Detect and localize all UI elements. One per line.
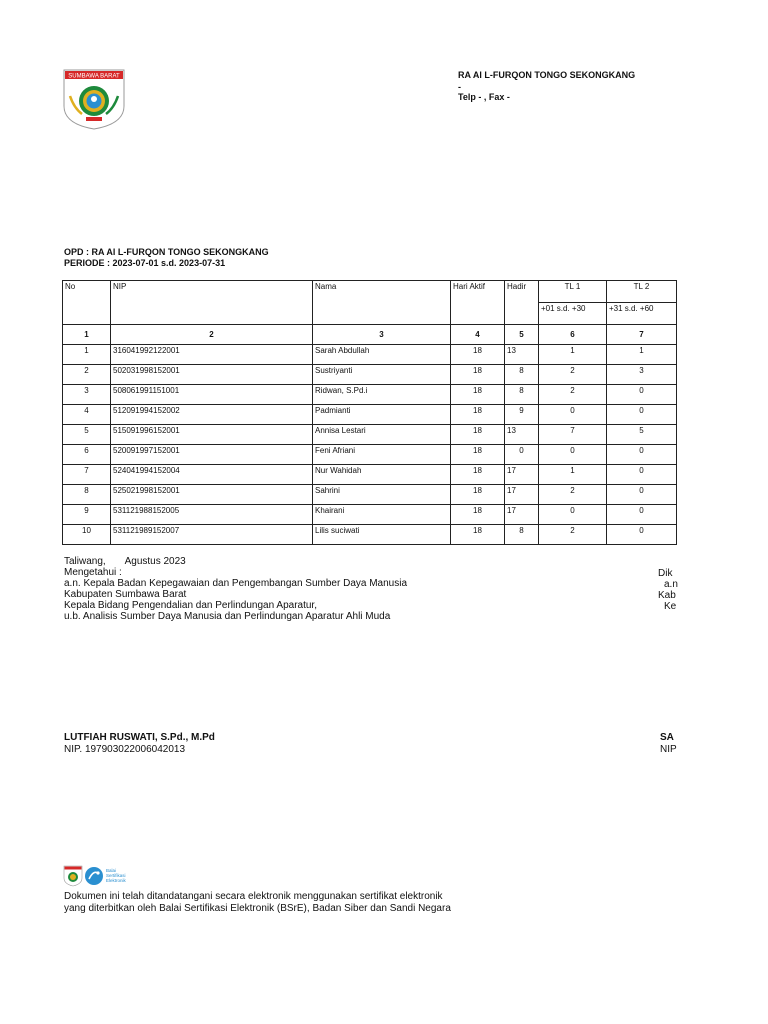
signature-block-left — [64, 556, 407, 622]
signer-nip: NIP. 197903022006042013 — [64, 744, 186, 755]
cell-tl1: 0 — [539, 445, 607, 465]
cell-tl1: 7 — [539, 425, 607, 445]
signature-line-right: Ke — [664, 601, 677, 612]
cell-nip: 512091994152002 — [111, 405, 313, 425]
cell-no: 2 — [63, 365, 111, 385]
cell-nama: Sustriyanti — [313, 365, 451, 385]
bsre-logo-text: Sertifikasi — [106, 873, 126, 878]
table-row — [63, 505, 677, 525]
column-number: 2 — [111, 325, 313, 345]
column-number: 7 — [607, 325, 677, 345]
table-row — [63, 405, 677, 425]
cell-hadir: 13 — [505, 425, 539, 445]
cell-no: 1 — [63, 345, 111, 365]
cell-hadir: 8 — [505, 385, 539, 405]
cell-hadir: 17 — [505, 505, 539, 525]
table-header-row — [63, 281, 677, 303]
cell-tl1: 2 — [539, 365, 607, 385]
signature-line: a.n. Kepala Badan Kepegawaian dan Pengembangan Sumber Daya Manusia — [64, 578, 408, 589]
signature-line-right: a.n — [664, 579, 678, 590]
column-number: 1 — [63, 325, 111, 345]
cell-hari-aktif: 18 — [451, 465, 505, 485]
signature-block-right — [658, 568, 676, 612]
cell-tl2: 5 — [607, 425, 677, 445]
column-number: 3 — [313, 325, 451, 345]
bsre-logo — [84, 865, 144, 887]
cell-hari-aktif: 18 — [451, 345, 505, 365]
col-header-no: No — [63, 281, 111, 325]
cell-nama: Lilis suciwati — [313, 525, 451, 545]
bsre-logo-text: Balai — [106, 868, 117, 873]
cell-tl2: 3 — [607, 365, 677, 385]
cell-no: 5 — [63, 425, 111, 445]
cell-tl1: 1 — [539, 465, 607, 485]
cell-nip: 508061991151001 — [111, 385, 313, 405]
sumbawa-barat-logo — [62, 68, 126, 130]
table-row — [63, 345, 677, 365]
cell-tl1: 2 — [539, 485, 607, 505]
cell-nip: 531121989152007 — [111, 525, 313, 545]
col-header-nip: NIP — [111, 281, 313, 325]
col-header-tl1: TL 1 — [539, 281, 607, 303]
cell-hari-aktif: 18 — [451, 525, 505, 545]
cell-hari-aktif: 18 — [451, 365, 505, 385]
cell-tl1: 0 — [539, 405, 607, 425]
cell-nama: Khairani — [313, 505, 451, 525]
cell-hari-aktif: 18 — [451, 385, 505, 405]
col-subheader-tl2: +31 s.d. +60 — [607, 303, 677, 325]
col-subheader-tl1: +01 s.d. +30 — [539, 303, 607, 325]
cell-hadir: 8 — [505, 525, 539, 545]
sumbawa-barat-small-logo — [63, 865, 83, 887]
cell-no: 9 — [63, 505, 111, 525]
cell-nama: Annisa Lestari — [313, 425, 451, 445]
cell-tl2: 0 — [607, 385, 677, 405]
cell-nama: Padmianti — [313, 405, 451, 425]
signer-name: LUTFIAH RUSWATI, S.Pd., M.Pd — [64, 732, 215, 743]
signature-line: u.b. Analisis Sumber Daya Manusia dan Perlindungan Aparatur Ahli Muda — [64, 611, 391, 622]
cell-hadir: 17 — [505, 465, 539, 485]
table-row — [63, 365, 677, 385]
table-row — [63, 425, 677, 445]
right-signer-name: SA — [660, 732, 674, 743]
cell-hadir: 0 — [505, 445, 539, 465]
cell-nip: 531121988152005 — [111, 505, 313, 525]
cell-tl1: 2 — [539, 525, 607, 545]
cell-no: 7 — [63, 465, 111, 485]
notice-line-1: Dokumen ini telah ditandatangani secara elektronik menggunakan sertifikat elektronik — [64, 891, 443, 902]
address-line: - — [458, 82, 461, 92]
cell-hadir: 17 — [505, 485, 539, 505]
bsre-logo-text: Elektronik — [106, 878, 126, 883]
col-header-tl2: TL 2 — [607, 281, 677, 303]
cell-tl2: 0 — [607, 465, 677, 485]
cell-nip: 502031998152001 — [111, 365, 313, 385]
logo-banner-text: SUMBAWA BARAT — [68, 73, 120, 80]
cell-nama: Sarah Abdullah — [313, 345, 451, 365]
contact-line: Telp - , Fax - — [458, 92, 510, 102]
cell-hari-aktif: 18 — [451, 505, 505, 525]
attendance-table — [62, 280, 677, 545]
cell-no: 3 — [63, 385, 111, 405]
right-signer-nip: NIP — [660, 744, 677, 755]
cell-nip: 316041992122001 — [111, 345, 313, 365]
signature-line-right: Dik — [658, 568, 673, 579]
cell-hari-aktif: 18 — [451, 445, 505, 465]
cell-hari-aktif: 18 — [451, 425, 505, 445]
cell-nama: Nur Wahidah — [313, 465, 451, 485]
cell-tl2: 1 — [607, 345, 677, 365]
opd-line: OPD : RA Al L-FURQON TONGO SEKONGKANG — [64, 247, 269, 257]
cell-tl2: 0 — [607, 525, 677, 545]
cell-hadir: 8 — [505, 365, 539, 385]
cell-no: 4 — [63, 405, 111, 425]
table-body — [63, 345, 677, 545]
table-row — [63, 385, 677, 405]
table-row — [63, 445, 677, 465]
column-number: 4 — [451, 325, 505, 345]
table-row — [63, 525, 677, 545]
cell-tl1: 0 — [539, 505, 607, 525]
col-header-hari-aktif: Hari Aktif — [451, 281, 505, 325]
cell-hari-aktif: 18 — [451, 485, 505, 505]
table-row — [63, 485, 677, 505]
signature-line: Kabupaten Sumbawa Barat — [64, 589, 187, 600]
signature-line-right: Kab — [658, 590, 676, 601]
cell-tl2: 0 — [607, 485, 677, 505]
cell-no: 6 — [63, 445, 111, 465]
cell-nama: Feni Afriani — [313, 445, 451, 465]
notice-line-2: yang diterbitkan oleh Balai Sertifikasi Elektronik (BSrE), Badan Siber dan Sandi Negara — [64, 903, 451, 914]
cell-tl2: 0 — [607, 505, 677, 525]
cell-hadir: 9 — [505, 405, 539, 425]
cell-nama: Sahrini — [313, 485, 451, 505]
periode-line: PERIODE : 2023-07-01 s.d. 2023-07-31 — [64, 258, 226, 268]
cell-nip: 520091997152001 — [111, 445, 313, 465]
col-header-nama: Nama — [313, 281, 451, 325]
cell-hari-aktif: 18 — [451, 405, 505, 425]
cell-tl1: 2 — [539, 385, 607, 405]
column-number: 6 — [539, 325, 607, 345]
column-number: 5 — [505, 325, 539, 345]
cell-no: 8 — [63, 485, 111, 505]
cell-nip: 525021998152001 — [111, 485, 313, 505]
cell-tl2: 0 — [607, 405, 677, 425]
table-row — [63, 465, 677, 485]
signature-line: Mengetahui : — [64, 567, 122, 578]
column-number-row — [63, 325, 677, 345]
signature-line: Kepala Bidang Pengendalian dan Perlindungan Aparatur, — [64, 600, 317, 611]
cell-tl2: 0 — [607, 445, 677, 465]
e-signature-notice — [64, 891, 451, 915]
cell-hadir: 13 — [505, 345, 539, 365]
institution-name: RA Al L-FURQON TONGO SEKONGKANG — [458, 70, 636, 80]
cell-nama: Ridwan, S.Pd.i — [313, 385, 451, 405]
cell-tl1: 1 — [539, 345, 607, 365]
cell-nip: 524041994152004 — [111, 465, 313, 485]
col-header-hadir: Hadir — [505, 281, 539, 325]
cell-no: 10 — [63, 525, 111, 545]
place-date: Taliwang, Agustus 2023 — [64, 556, 186, 567]
cell-nip: 515091996152001 — [111, 425, 313, 445]
